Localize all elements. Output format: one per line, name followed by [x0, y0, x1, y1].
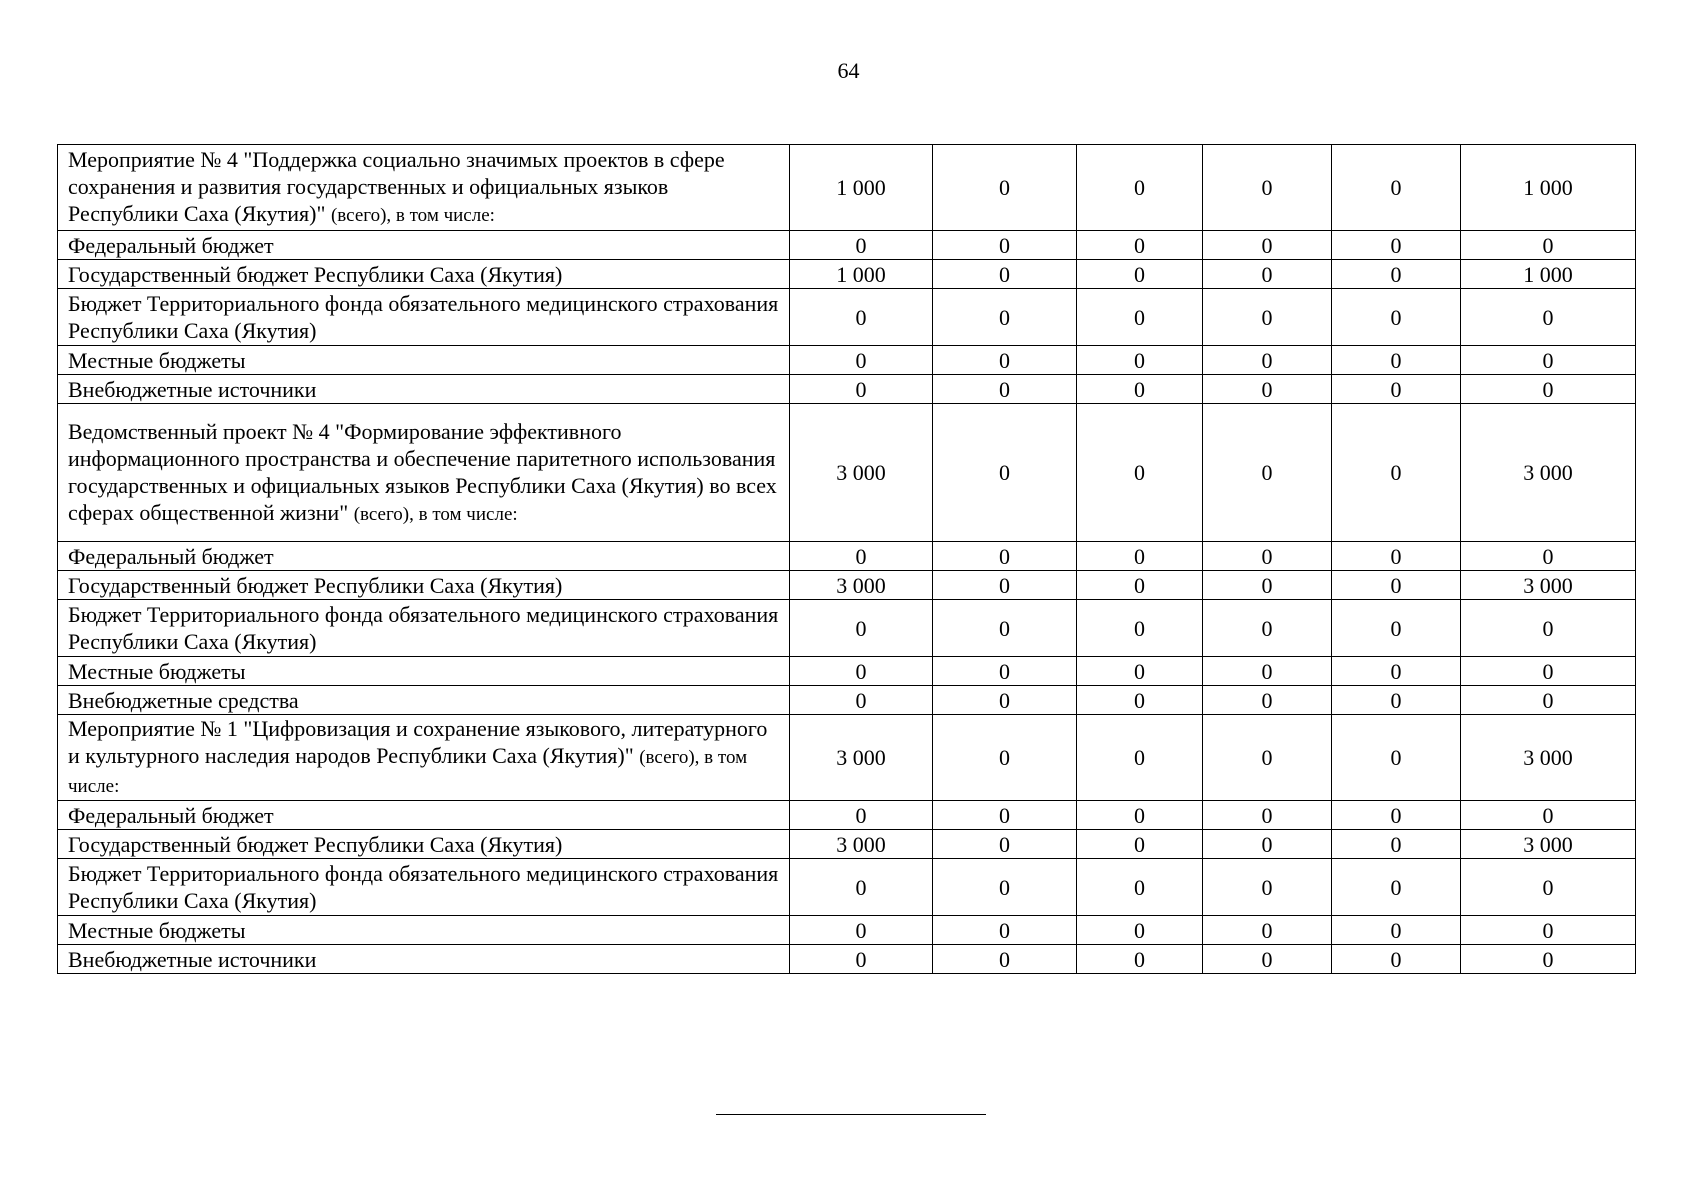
value-cell: 0: [1332, 346, 1461, 375]
value-cell: 0: [1077, 830, 1203, 859]
value-cell: 0: [1077, 715, 1203, 801]
table-row: [58, 801, 1636, 830]
value-cell: 0: [1461, 657, 1636, 686]
value-cell: 0: [1332, 830, 1461, 859]
table-row: [58, 571, 1636, 600]
table-row: [58, 260, 1636, 289]
value-cell: 3 000: [790, 571, 933, 600]
value-cell: 0: [1077, 859, 1203, 916]
value-cell: 0: [1203, 404, 1332, 542]
row-label-suffix: (всего), в том числе:: [330, 205, 495, 226]
table-row: [58, 715, 1636, 801]
row-label-text: Мероприятие № 1 "Цифровизация и сохранение языкового, литературного и культурного наследия народов Республики Саха (Якутия)": [68, 716, 768, 768]
value-cell: 0: [933, 571, 1077, 600]
value-cell: 0: [933, 260, 1077, 289]
value-cell: 0: [1203, 542, 1332, 571]
value-cell: 0: [1203, 231, 1332, 260]
row-label-text: Местные бюджеты: [68, 658, 246, 684]
value-cell: 0: [1077, 145, 1203, 231]
value-cell: 0: [1077, 945, 1203, 974]
value-cell: 3 000: [1461, 404, 1636, 542]
value-cell: 0: [1461, 600, 1636, 657]
value-cell: 0: [790, 289, 933, 346]
value-cell: 0: [933, 830, 1077, 859]
row-label: [58, 375, 790, 404]
table-row: [58, 859, 1636, 916]
value-cell: 0: [1203, 859, 1332, 916]
row-label-text: Местные бюджеты: [68, 347, 246, 373]
value-cell: 0: [1203, 571, 1332, 600]
row-label-text: Государственный бюджет Республики Саха (Якутия): [68, 831, 563, 857]
value-cell: 0: [1332, 801, 1461, 830]
value-cell: 0: [790, 600, 933, 657]
value-cell: 0: [1203, 289, 1332, 346]
value-cell: 0: [790, 346, 933, 375]
value-cell: 0: [1203, 916, 1332, 945]
row-label-text: Федеральный бюджет: [68, 232, 274, 258]
value-cell: 0: [933, 346, 1077, 375]
row-label-text: Внебюджетные источники: [68, 376, 317, 402]
value-cell: 0: [1077, 801, 1203, 830]
value-cell: 0: [933, 859, 1077, 916]
value-cell: 0: [790, 801, 933, 830]
page-number: 64: [837, 58, 860, 83]
value-cell: 0: [933, 801, 1077, 830]
row-label-text: Бюджет Территориального фонда обязательного медицинского страхования Республики Саха (Якутия): [68, 602, 779, 654]
value-cell: 0: [1203, 686, 1332, 715]
value-cell: 3 000: [790, 715, 933, 801]
value-cell: 0: [1332, 715, 1461, 801]
value-cell: 0: [933, 375, 1077, 404]
value-cell: 0: [1332, 916, 1461, 945]
value-cell: 0: [933, 600, 1077, 657]
value-cell: 0: [790, 231, 933, 260]
value-cell: 0: [790, 945, 933, 974]
value-cell: 0: [933, 916, 1077, 945]
value-cell: 0: [1077, 404, 1203, 542]
value-cell: 0: [933, 145, 1077, 231]
value-cell: 0: [1461, 859, 1636, 916]
row-label-text: Бюджет Территориального фонда обязательного медицинского страхования Республики Саха (Якутия): [68, 291, 779, 343]
value-cell: 0: [1077, 600, 1203, 657]
row-label: [58, 571, 790, 600]
value-cell: 0: [1461, 346, 1636, 375]
row-label: [58, 600, 790, 657]
value-cell: 0: [1077, 542, 1203, 571]
value-cell: 3 000: [790, 404, 933, 542]
row-label-suffix: (всего), в том числе:: [68, 747, 748, 797]
value-cell: 3 000: [1461, 715, 1636, 801]
table-row: [58, 145, 1636, 231]
table-row: [58, 686, 1636, 715]
value-cell: 0: [1332, 657, 1461, 686]
value-cell: 0: [1203, 801, 1332, 830]
value-cell: 0: [1461, 945, 1636, 974]
value-cell: 0: [933, 404, 1077, 542]
row-label: [58, 715, 790, 801]
row-label: [58, 404, 790, 542]
row-label: [58, 346, 790, 375]
budget-table: [57, 144, 1636, 974]
row-label-text: Федеральный бюджет: [68, 802, 274, 828]
value-cell: 1 000: [1461, 260, 1636, 289]
value-cell: 1 000: [790, 260, 933, 289]
value-cell: 3 000: [790, 830, 933, 859]
table-row: [58, 600, 1636, 657]
row-label: [58, 801, 790, 830]
value-cell: 0: [1332, 231, 1461, 260]
value-cell: 0: [1203, 145, 1332, 231]
value-cell: 0: [1203, 346, 1332, 375]
value-cell: 0: [1461, 542, 1636, 571]
row-label: [58, 231, 790, 260]
value-cell: 0: [1332, 404, 1461, 542]
value-cell: 0: [790, 542, 933, 571]
row-label: [58, 657, 790, 686]
value-cell: 0: [1332, 859, 1461, 916]
value-cell: 0: [1461, 289, 1636, 346]
table-row: [58, 830, 1636, 859]
value-cell: 0: [790, 686, 933, 715]
value-cell: 0: [1461, 375, 1636, 404]
table-row: [58, 375, 1636, 404]
value-cell: 0: [790, 375, 933, 404]
value-cell: 3 000: [1461, 830, 1636, 859]
value-cell: 0: [1203, 715, 1332, 801]
row-label-suffix: (всего), в том числе:: [353, 503, 518, 525]
value-cell: 0: [1332, 542, 1461, 571]
value-cell: 0: [1077, 231, 1203, 260]
value-cell: 0: [1461, 801, 1636, 830]
value-cell: 0: [1332, 945, 1461, 974]
value-cell: 0: [1203, 260, 1332, 289]
value-cell: 0: [933, 686, 1077, 715]
row-label-text: Государственный бюджет Республики Саха (Якутия): [68, 572, 563, 598]
value-cell: 3 000: [1461, 571, 1636, 600]
value-cell: 0: [1077, 375, 1203, 404]
row-label: [58, 916, 790, 945]
row-label-text: Внебюджетные средства: [68, 687, 299, 713]
value-cell: 0: [1077, 686, 1203, 715]
row-label-text: Бюджет Территориального фонда обязательного медицинского страхования Республики Саха (Якутия): [68, 861, 779, 913]
value-cell: 0: [1077, 260, 1203, 289]
value-cell: 0: [1332, 600, 1461, 657]
value-cell: 0: [933, 945, 1077, 974]
value-cell: 0: [1332, 375, 1461, 404]
table-row: [58, 916, 1636, 945]
footer-rule: [716, 1114, 986, 1115]
value-cell: 0: [1461, 231, 1636, 260]
table-row: [58, 542, 1636, 571]
value-cell: 0: [1203, 945, 1332, 974]
row-label-text: Ведомственный проект № 4 "Формирование эффективного информационного пространства и обеспечение паритетного использования государственных и официальных языков Республики Саха (Якутия) во всех сферах общественной жизни": [68, 418, 777, 525]
row-label: [58, 859, 790, 916]
value-cell: 0: [1203, 375, 1332, 404]
value-cell: 0: [933, 657, 1077, 686]
value-cell: 0: [790, 916, 933, 945]
value-cell: 0: [933, 289, 1077, 346]
value-cell: 0: [1332, 145, 1461, 231]
value-cell: 0: [1077, 289, 1203, 346]
value-cell: 0: [1203, 600, 1332, 657]
table-row: [58, 657, 1636, 686]
value-cell: 0: [1461, 686, 1636, 715]
value-cell: 1 000: [1461, 145, 1636, 231]
row-label: [58, 260, 790, 289]
value-cell: 0: [933, 715, 1077, 801]
row-label-text: Мероприятие № 4 "Поддержка социально значимых проектов в сфере сохранения и развития государственных и официальных языков Республики Саха (Якутия)": [68, 147, 725, 226]
table-row: [58, 346, 1636, 375]
row-label: [58, 686, 790, 715]
row-label-text: Местные бюджеты: [68, 917, 246, 943]
row-label-text: Государственный бюджет Республики Саха (Якутия): [68, 261, 563, 287]
table-row: [58, 404, 1636, 542]
value-cell: 1 000: [790, 145, 933, 231]
table-row: [58, 945, 1636, 974]
table-row: [58, 231, 1636, 260]
row-label: [58, 542, 790, 571]
row-label-text: Внебюджетные источники: [68, 946, 317, 972]
value-cell: 0: [790, 859, 933, 916]
value-cell: 0: [1203, 657, 1332, 686]
row-label: [58, 945, 790, 974]
value-cell: 0: [1077, 346, 1203, 375]
row-label-text: Федеральный бюджет: [68, 543, 274, 569]
row-label: [58, 830, 790, 859]
value-cell: 0: [1332, 686, 1461, 715]
value-cell: 0: [933, 542, 1077, 571]
value-cell: 0: [1332, 571, 1461, 600]
value-cell: 0: [1461, 916, 1636, 945]
value-cell: 0: [790, 657, 933, 686]
row-label: [58, 289, 790, 346]
value-cell: 0: [1332, 289, 1461, 346]
row-label: [58, 145, 790, 231]
value-cell: 0: [1077, 571, 1203, 600]
value-cell: 0: [933, 231, 1077, 260]
value-cell: 0: [1077, 916, 1203, 945]
value-cell: 0: [1203, 830, 1332, 859]
value-cell: 0: [1332, 260, 1461, 289]
value-cell: 0: [1077, 657, 1203, 686]
table-row: [58, 289, 1636, 346]
